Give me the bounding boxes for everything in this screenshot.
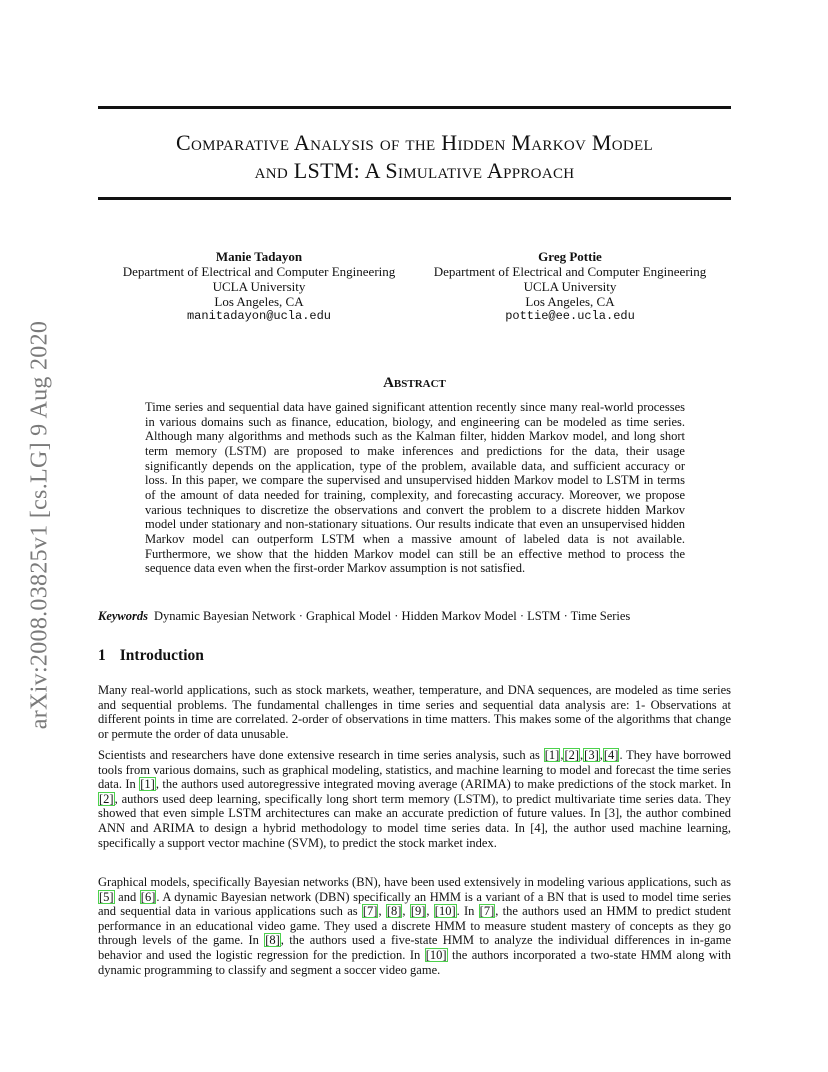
- author-name: Greg Pottie: [538, 249, 602, 264]
- keywords-label: Keywords: [98, 609, 148, 623]
- paragraph-text: , authors used deep learning, specifically long short term memory (LSTM), to predict multivariate time series data. They showed that even simple LSTM architectures can make an accurate prediction of future values. In [3], the author combined ANN and ARIMA to design a hybrid methodology to model time series data. In [4], the author used machine learning, specifically a support vector machine (SVM), to predict the stock market index.: [98, 791, 731, 850]
- author-department: Department of Electrical and Computer Engineering: [433, 264, 707, 279]
- citation-link[interactable]: [8]: [265, 933, 280, 948]
- title-rule-top: [98, 106, 731, 109]
- title-rule-bottom: [98, 197, 731, 200]
- author-location: Los Angeles, CA: [214, 294, 304, 309]
- separator: and: [114, 889, 140, 904]
- arxiv-identifier: arXiv:2008.03825v1 [cs.LG] 9 Aug 2020: [26, 320, 53, 730]
- author-email[interactable]: pottie@ee.ucla.edu: [505, 309, 635, 323]
- citation-link[interactable]: [9]: [410, 904, 426, 919]
- author-university: UCLA University: [212, 279, 306, 294]
- paragraph-text: . A dynamic Bayesian network (DBN) specifically an HMM is a variant of a BN that is used to model time series and sequential data in various applications such as: [98, 889, 731, 919]
- separator: ,: [580, 748, 584, 762]
- citation-link[interactable]: [7]: [479, 904, 495, 919]
- section-heading-introduction: [98, 647, 204, 665]
- author-location: Los Angeles, CA: [525, 294, 615, 309]
- separator: ,: [599, 748, 603, 762]
- citation-link[interactable]: [10]: [425, 947, 447, 962]
- citation-link[interactable]: [1]: [140, 777, 155, 792]
- citation-link[interactable]: [4]: [603, 748, 619, 762]
- author-department: Department of Electrical and Computer Engineering: [122, 264, 396, 279]
- paragraph-text: the authors incorporated a two-state HMM along with dynamic programming to classify and segment a soccer video game.: [98, 947, 732, 977]
- citation-link[interactable]: [2]: [564, 748, 580, 762]
- intro-paragraph-2: [98, 748, 731, 850]
- citation-link[interactable]: [3]: [584, 748, 599, 762]
- author-block-1: [99, 249, 419, 324]
- abstract-text: Time series and sequential data have gained significant attention recently since many real-world processes in various domains such as finance, education, biology, and engineering can be modeled as time series. Although many algorithms and methods such as the Kalman filter, hidden Markov model, and long short term memory (LSTM) are proposed to make inferences and predictions for the data, their usage significantly depends on the application, type of the problem, available data, and sufficient accuracy or loss. In this paper, we compare the supervised and unsupervised hidden Markov model to LSTM in terms of the amount of data needed for training, complexity, and forecasting accuracy. Moreover, we propose various techniques to discretize the observations and convert the problem to a discrete hidden Markov model under stationary and non-stationary situations. Our results indicate that even an unsupervised hidden Markov model can outperform LSTM when a massive amount of labeled data is not available. Furthermore, we show that the hidden Markov model can still be an effective method to process the sequence data even when the first-order Markov assumption is not satisfied.: [145, 400, 685, 576]
- paragraph-text: Graphical models, specifically Bayesian networks (BN), have been used extensively in modeling various applications, such as: [98, 875, 731, 889]
- paragraph-text: , the authors used an HMM to predict student performance in an educational video game. They used a discrete HMM to measure student mastery of concepts as they go through levels of the game. In: [98, 904, 732, 948]
- citation-link[interactable]: [8]: [386, 904, 402, 919]
- author-university: UCLA University: [523, 279, 617, 294]
- keywords-line: [98, 609, 738, 624]
- author-block-2: [410, 249, 730, 324]
- citation-link[interactable]: [1]: [544, 748, 560, 762]
- paragraph-text: , the authors used autoregressive integrated moving average (ARIMA) to make predictions of the stock market. In: [155, 777, 732, 792]
- keywords-list: Dynamic Bayesian Network · Graphical Model · Hidden Markov Model · LSTM · Time Series: [154, 609, 631, 623]
- citation-link[interactable]: [2]: [99, 791, 114, 806]
- paper-title-line-1: Comparative Analysis of the Hidden Markov Model: [176, 130, 653, 155]
- separator: ,: [426, 904, 434, 919]
- intro-paragraph-1: Many real-world applications, such as stock markets, weather, temperature, and DNA sequences, are modeled as time series and sequential problems. The fundamental challenges in time series and sequential data analysis are: 1- Observations at different points in time are correlated. 2-order of observations in time matters. This makes some of the algorithms that change or permute the order of data unusable.: [98, 683, 731, 741]
- paragraph-text: , the authors used a five-state HMM to analyze the individual differences in in-game behavior and used the logistic regression for the prediction. In: [98, 933, 731, 962]
- citation-link[interactable]: [10]: [434, 904, 456, 919]
- paragraph-text: Scientists and researchers have done extensive research in time series analysis, such as: [98, 748, 544, 762]
- citation-link[interactable]: [7]: [362, 904, 378, 919]
- author-email[interactable]: manitadayon@ucla.edu: [186, 309, 332, 323]
- separator: ,: [560, 748, 564, 762]
- paragraph-text: . In: [456, 904, 479, 919]
- section-title: Introduction: [119, 647, 204, 664]
- paragraph-text: . They have borrowed tools from various domains, such as graphical modeling, statistics, and machine learning to model and forecast the time series data. In: [98, 748, 731, 792]
- citation-link[interactable]: [6]: [140, 889, 156, 904]
- author-name: Manie Tadayon: [215, 249, 303, 264]
- intro-paragraph-3: [98, 875, 731, 977]
- paper-title-line-2: and LSTM: A Simulative Approach: [254, 158, 575, 183]
- separator: ,: [378, 904, 386, 919]
- separator: ,: [402, 904, 410, 919]
- citation-link[interactable]: [5]: [99, 889, 114, 904]
- section-number: 1: [98, 647, 106, 664]
- abstract-heading: Abstract: [383, 375, 446, 391]
